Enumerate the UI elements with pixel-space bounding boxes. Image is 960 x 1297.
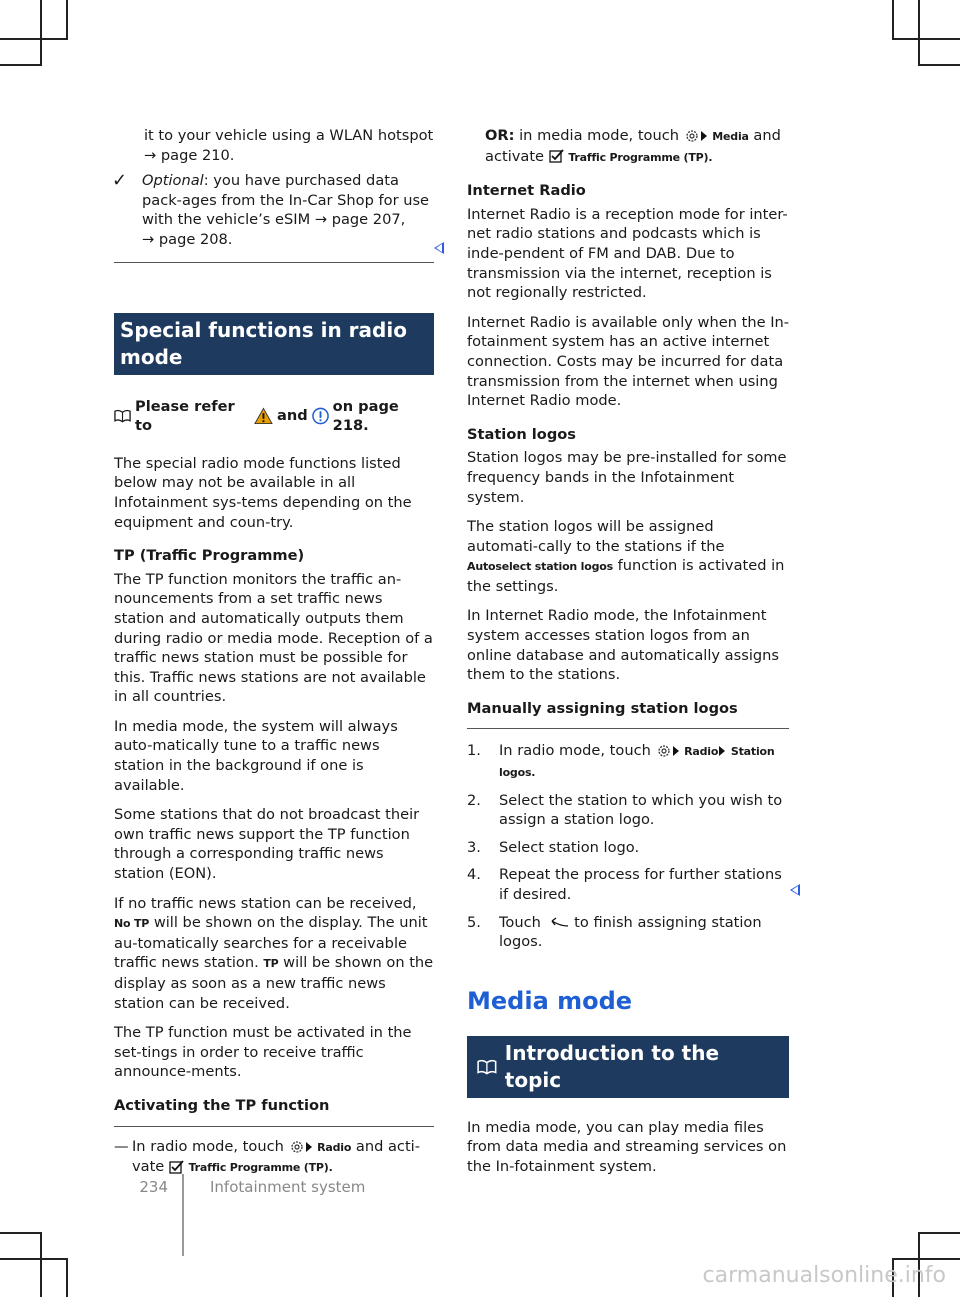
menu-radio: Radio bbox=[317, 1140, 352, 1154]
display-text-no-tp: No TP bbox=[114, 917, 150, 931]
list-item: 3. Select station logo. bbox=[467, 838, 640, 856]
warning-icon bbox=[254, 407, 273, 425]
chapter-title: Media mode bbox=[467, 986, 633, 1015]
setting-traffic-programme: Traffic Programme (TP). bbox=[188, 1161, 333, 1175]
arrow-right-icon bbox=[305, 1141, 313, 1153]
display-text-tp: TP bbox=[263, 957, 279, 971]
crop-mark bbox=[66, 0, 68, 38]
page-ref-link[interactable]: → page 208. bbox=[142, 230, 233, 248]
list-item: 1. In radio mode, touch Radio Station logos. bbox=[467, 742, 775, 780]
notice-icon bbox=[312, 407, 329, 425]
crop-mark bbox=[40, 1232, 42, 1297]
paragraph: If no traffic news station can be received, No TP will be shown on the display. The unit au-tomatically searches for a receivable traffic news station. TP will be shown on the display as soon as a new traffic news station can be received. bbox=[114, 894, 434, 1012]
gear-icon bbox=[684, 128, 700, 144]
section-divider bbox=[467, 728, 789, 729]
list-item: 5. Touch to finish assigning station logos. bbox=[467, 913, 762, 951]
list-item: 2. Select the station to which you wish to assign a station logo. bbox=[467, 791, 783, 829]
left-column bbox=[114, 126, 434, 1186]
paragraph: Internet Radio is a reception mode for inter-net radio stations and podcasts which is inde-pendent of FM and DAB. Due to transmission via the internet, reception is not regionally restricted. bbox=[467, 205, 788, 302]
crop-mark bbox=[892, 1258, 960, 1260]
setting-traffic-programme: Traffic Programme (TP). bbox=[568, 150, 713, 164]
page-ref-link[interactable]: on page 218. bbox=[332, 397, 399, 435]
section-divider bbox=[114, 262, 434, 263]
crop-mark bbox=[0, 1232, 42, 1234]
paragraph: The TP function must be activated in the set-tings in order to receive traffic announce-ments. bbox=[114, 1024, 412, 1081]
paragraph: In Internet Radio mode, the Infotainment system accesses station logos from an online database and automatically assigns them to the stations. bbox=[467, 607, 779, 684]
gear-icon bbox=[289, 1139, 305, 1155]
paragraph: The TP function monitors the traffic an-nouncements from a set traffic news station and automatically outputs them during radio or media mode. Reception of a traffic news station must be possible for this. Traffic news stations are not available in all countries. bbox=[114, 570, 433, 706]
or-paragraph: OR: in media mode, touch Media and activate Traffic Programme (TP). bbox=[485, 127, 781, 165]
section-end-marker-icon bbox=[434, 242, 444, 254]
checkbox-icon bbox=[549, 149, 564, 164]
paragraph: The special radio mode functions listed below may not be available in all Infotainment sys-tems depending on the equipment and coun-try. bbox=[114, 454, 412, 531]
subheading-activating: Activating the TP function bbox=[114, 1096, 330, 1114]
subheading-tp: TP (Traffic Programme) bbox=[114, 547, 305, 565]
intro-paragraph: it to your vehicle using a WLAN hotspot → page 210. bbox=[144, 127, 434, 164]
list-item: 4. Repeat the process for further stations if desired. bbox=[467, 866, 782, 903]
optional-check-item: ✓ Optional: you have purchased data pack-ages from the In-Car Shop for use with the vehicle’s eSIM → page 207, → page 208. bbox=[112, 170, 430, 248]
crop-mark bbox=[0, 1258, 68, 1260]
crop-mark bbox=[0, 38, 68, 40]
arrow-right-icon bbox=[700, 130, 708, 142]
paragraph: In media mode, the system will always auto-matically tune to a traffic news station in the background if one is available. bbox=[114, 717, 398, 794]
crop-mark bbox=[892, 0, 894, 38]
menu-media: Media bbox=[712, 130, 749, 143]
book-icon bbox=[477, 1059, 497, 1075]
subheading-internet-radio: Internet Radio bbox=[467, 182, 586, 200]
section-heading: Introduction to the topic bbox=[467, 1036, 789, 1098]
crop-mark bbox=[918, 1232, 960, 1234]
menu-station-logos: Station logos. bbox=[499, 745, 775, 780]
paragraph: Station logos may be pre-installed for some frequency bands in the Infotainment system. bbox=[467, 449, 787, 506]
arrow-right-icon bbox=[672, 745, 680, 757]
list-item: — In radio mode, touch Radio and acti-vate Traffic Programme (TP). bbox=[114, 1137, 434, 1178]
bullet-dash: — bbox=[114, 1137, 129, 1155]
menu-radio: Radio bbox=[684, 745, 719, 759]
page-ref-link[interactable]: → page 210. bbox=[144, 146, 235, 164]
crop-mark bbox=[40, 0, 42, 64]
section-end-marker-icon bbox=[790, 884, 800, 896]
subheading-station-logos: Station logos bbox=[467, 425, 576, 443]
crop-mark bbox=[918, 64, 960, 66]
subheading-manual-logos: Manually assigning station logos bbox=[467, 699, 738, 717]
paragraph: In media mode, you can play media files from data media and streaming services on the In-fotainment system. bbox=[467, 1118, 787, 1175]
page-number: 234 bbox=[139, 1178, 168, 1196]
paragraph: The station logos will be assigned automati-cally to the stations if the Autoselect station logos function is activated in the settings. bbox=[467, 518, 785, 595]
crop-mark bbox=[0, 64, 42, 66]
footer-section: Infotainment system bbox=[210, 1178, 366, 1196]
book-icon bbox=[114, 409, 131, 423]
section-divider bbox=[114, 1126, 434, 1127]
crop-mark bbox=[918, 0, 920, 64]
crop-mark bbox=[66, 1258, 68, 1297]
checkmark-icon: ✓ bbox=[112, 170, 128, 192]
paragraph: Internet Radio is available only when the In-fotainment system has an active internet connection. Costs may be incurred for data transmission from the internet when using Internet Radio mode. bbox=[467, 313, 790, 410]
checkbox-icon bbox=[169, 1160, 184, 1175]
crop-mark bbox=[892, 38, 960, 40]
paragraph: Some stations that do not broadcast their own traffic news support the TP function through a corresponding traffic news station (EON). bbox=[114, 806, 420, 883]
setting-autoselect-logos: Autoselect station logos bbox=[467, 560, 613, 574]
back-arrow-icon bbox=[546, 916, 570, 930]
section-heading: Special functions in radio mode bbox=[114, 313, 434, 375]
safety-reference: Please refer to and on page 218. bbox=[114, 397, 434, 436]
right-column bbox=[467, 126, 789, 1187]
footer-divider bbox=[182, 1174, 184, 1256]
arrow-right-icon bbox=[718, 745, 726, 757]
watermark: carmanualsonline.info bbox=[702, 1263, 946, 1288]
gear-icon bbox=[656, 743, 672, 759]
